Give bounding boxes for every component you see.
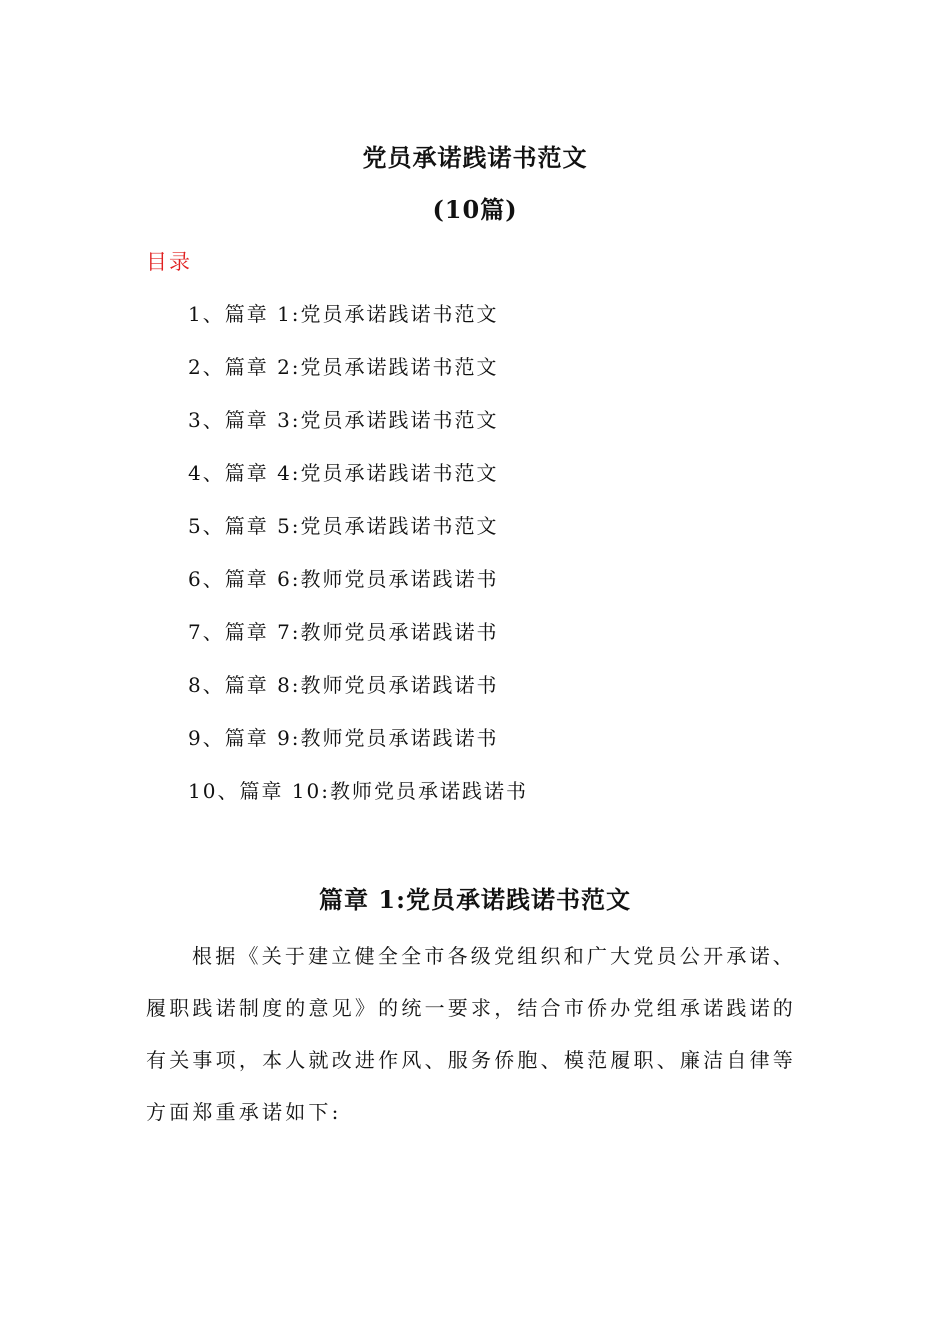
toc-item[interactable]: 8、篇章 8:教师党员承诺践诺书 bbox=[188, 673, 499, 697]
toc-item[interactable]: 3、篇章 3:党员承诺践诺书范文 bbox=[188, 408, 499, 432]
toc-item[interactable]: 4、篇章 4:党员承诺践诺书范文 bbox=[188, 461, 499, 485]
toc-item[interactable]: 10、篇章 10:教师党员承诺践诺书 bbox=[188, 779, 528, 803]
document-subtitle: (10篇) bbox=[432, 195, 518, 224]
body-paragraph: 根据《关于建立健全全市各级党组织和广大党员公开承诺、履职践诺制度的意见》的统一要求，结合市侨办党组承诺践诺的有关事项，本人就改进作风、服务侨胞、模范履职、廉洁自律等方面郑重承诺如下: bbox=[146, 944, 796, 1124]
section-heading: 篇章 1:党员承诺践诺书范文 bbox=[319, 885, 631, 914]
toc-item[interactable]: 1、篇章 1:党员承诺践诺书范文 bbox=[188, 302, 499, 326]
toc-item[interactable]: 6、篇章 6:教师党员承诺践诺书 bbox=[188, 567, 499, 591]
toc-item[interactable]: 9、篇章 9:教师党员承诺践诺书 bbox=[188, 726, 499, 750]
document-title: 党员承诺践诺书范文 bbox=[362, 143, 588, 172]
toc-heading[interactable]: 目录 bbox=[146, 250, 192, 274]
toc-item[interactable]: 7、篇章 7:教师党员承诺践诺书 bbox=[188, 620, 499, 644]
toc-item[interactable]: 2、篇章 2:党员承诺践诺书范文 bbox=[188, 355, 499, 379]
toc-list bbox=[188, 298, 528, 828]
toc-item[interactable]: 5、篇章 5:党员承诺践诺书范文 bbox=[188, 514, 499, 538]
